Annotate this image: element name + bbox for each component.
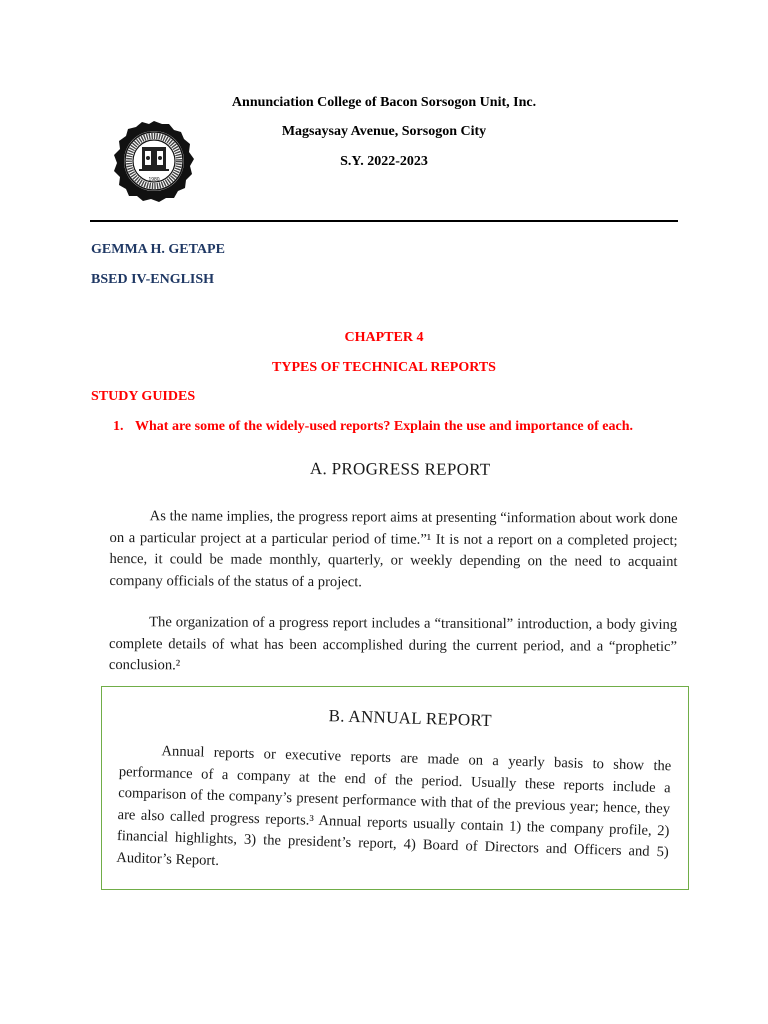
header-divider: [90, 220, 678, 222]
student-course: BSED IV-ENGLISH: [91, 272, 215, 287]
school-name: Annunciation College of Bacon Sorsogon Unit, Inc.: [231, 95, 537, 110]
question-text: What are some of the widely-used reports? Explain the use and importance of each.: [135, 419, 634, 434]
section-heading: STUDY GUIDES: [91, 389, 196, 404]
school-year: S.Y. 2022-2023: [340, 154, 428, 169]
chapter-title: TYPES OF TECHNICAL REPORTS: [272, 360, 496, 375]
annual-report-title: B. ANNUAL REPORT: [328, 706, 493, 731]
question-number: 1.: [113, 419, 124, 434]
progress-report-paragraph-1: As the name implies, the progress report aims at presenting “information about work done on a particular project at a particular period of time.”¹ It is not a report on a completed project; hence, it could be made monthly, quarterly, or weekly depending on the need to acquaint company officials of the status of a project.: [109, 508, 678, 590]
progress-report-excerpt: [109, 458, 678, 679]
chapter-number: CHAPTER 4: [344, 330, 424, 345]
annual-report-excerpt: [116, 700, 673, 885]
school-seal-logo: [108, 120, 200, 202]
student-name: GEMMA H. GETAPE: [91, 242, 225, 257]
progress-report-title: A. PROGRESS REPORT: [309, 459, 491, 479]
svg-text:1980: 1980: [148, 177, 160, 183]
progress-report-paragraph-2: The organization of a progress report includes a “transitional” introduction, a body giving complete details of what has been accomplished during the current period, and a “prophetic” conclusion.²: [108, 614, 678, 674]
question-1: [113, 419, 633, 435]
annual-report-paragraph: Annual reports or executive reports are made on a yearly basis to show the performance of a company at the end of the period. Usually these reports include a comparison of the company’s present performance with that of the previous year; hence, they are also called progress reports.³ Annual reports usually contain 1) the company profile, 2) financial highlights, 3) the president’s report, 4) Board of Directors and Officers and 5) Auditor’s Report.: [116, 743, 672, 869]
school-address: Magsaysay Avenue, Sorsogon City: [281, 124, 487, 139]
